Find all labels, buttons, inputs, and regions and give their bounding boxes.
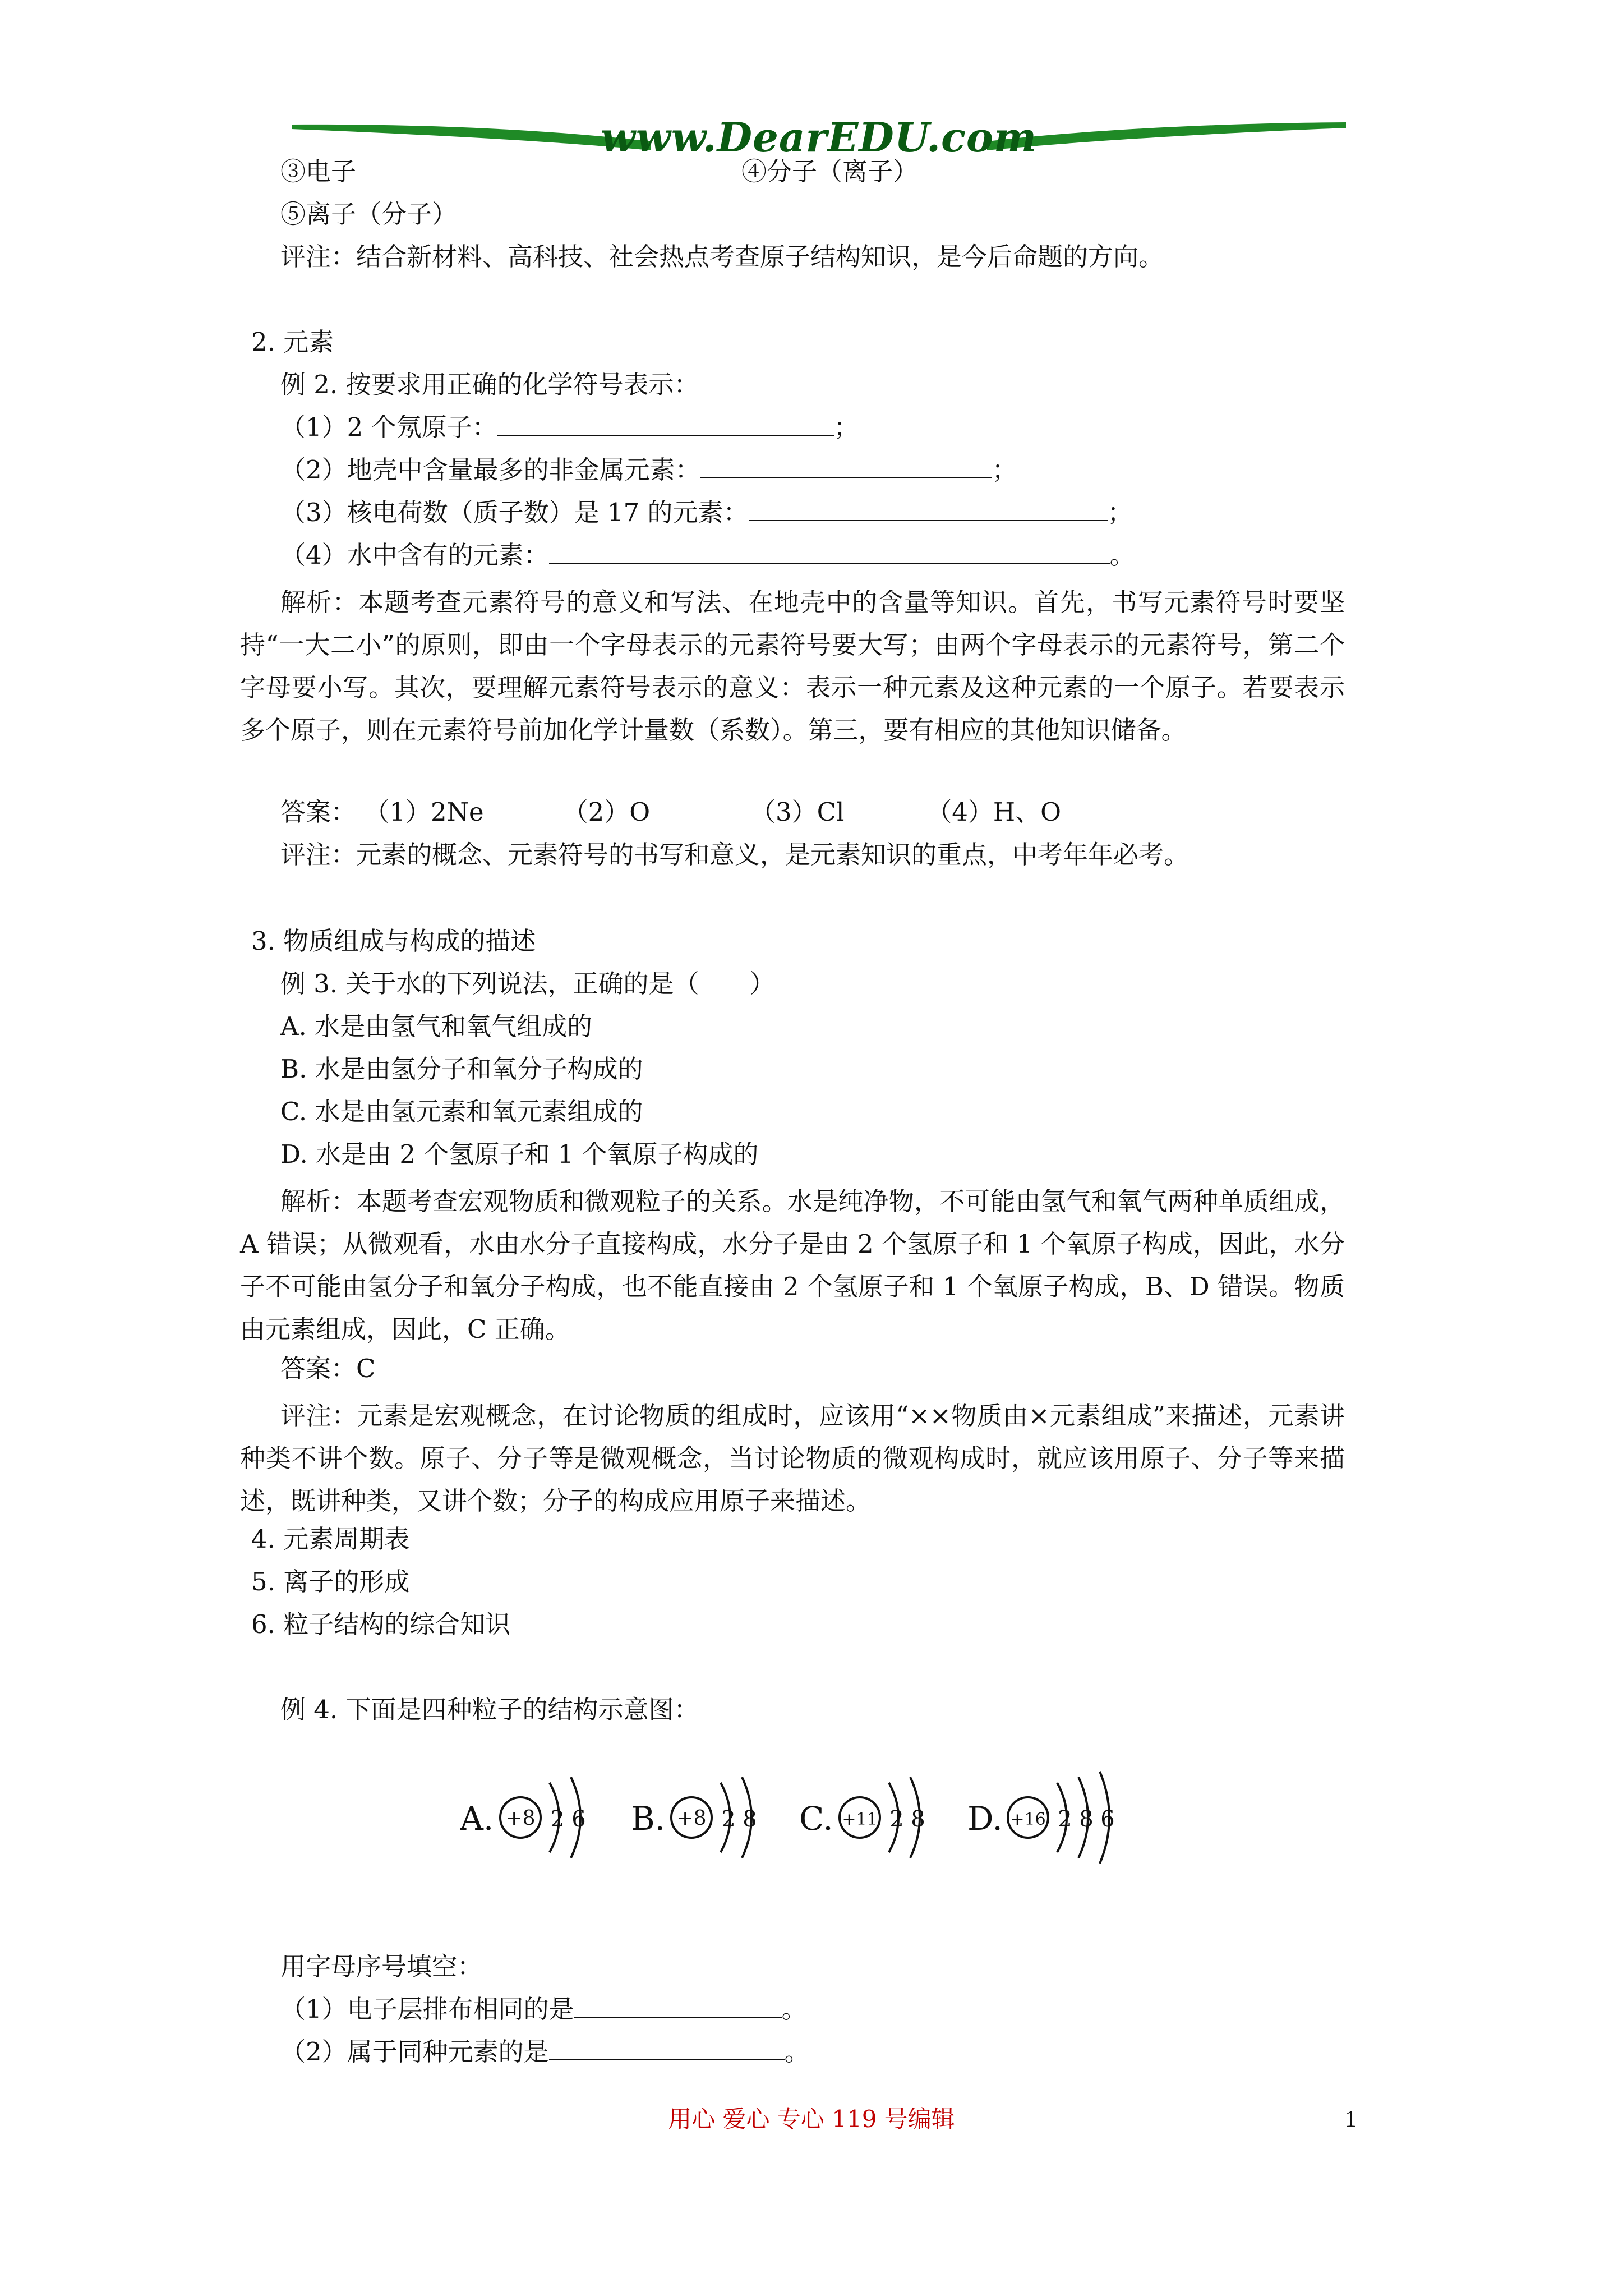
particle-label: B. bbox=[631, 1800, 666, 1838]
option-a: A. 水是由氢气和氧气组成的 bbox=[280, 1011, 593, 1041]
answer-3: 答案：C bbox=[280, 1354, 376, 1383]
shell-electron-count: 2 bbox=[550, 1806, 565, 1832]
shell-electron-count: 8 bbox=[911, 1806, 925, 1832]
section-3-title: 3. 物质组成与构成的描述 bbox=[251, 926, 536, 956]
nucleus-charge: +8 bbox=[505, 1807, 536, 1830]
particle-c bbox=[799, 1777, 925, 1858]
answer-blank[interactable] bbox=[700, 455, 992, 478]
fill-prompt: 用字母序号填空： bbox=[280, 1952, 483, 1981]
option-3: ③电子 bbox=[280, 157, 357, 186]
question-2-2: （2）地壳中含量最多的非金属元素： ； bbox=[280, 455, 1017, 485]
analysis-3: 解析：本题考查宏观物质和微观粒子的关系。水是纯净物，不可能由氢气和氧气两种单质组成，A 错误；从微观看，水由水分子直接构成，水分子是由 2 个氢原子和 1 个氧原子构成，因此，水分子不可能由氢分子和氧分子构成，也不能直接由 2 个氢原子和 1 个氧原子构成，B、D 错误。物质由元素组成，因此，C 正确。 bbox=[240, 1186, 1345, 1344]
answer-blank[interactable] bbox=[549, 540, 1110, 564]
example-2: 例 2. 按要求用正确的化学符号表示： bbox=[280, 370, 699, 399]
shell-electron-count: 6 bbox=[571, 1806, 586, 1832]
particle-label: D. bbox=[967, 1800, 1003, 1838]
option-5: ⑤离子（分子） bbox=[280, 199, 458, 229]
particle-structure-diagram bbox=[460, 1767, 1166, 1868]
shell-electron-count: 2 bbox=[1058, 1806, 1072, 1832]
shell-electron-count: 6 bbox=[1100, 1806, 1115, 1832]
footer-text: 用心 爱心 专心 119 号编辑 bbox=[668, 2105, 955, 2133]
answer-2: 答案： （1）2Ne （2）O （3）Cl （4）H、O bbox=[280, 797, 1062, 827]
shell-electron-count: 2 bbox=[889, 1806, 904, 1832]
example-4: 例 4. 下面是四种粒子的结构示意图： bbox=[280, 1695, 699, 1724]
answer-blank[interactable] bbox=[574, 1994, 782, 2018]
particle-label: C. bbox=[799, 1800, 833, 1838]
particle-label: A. bbox=[460, 1800, 494, 1838]
example-3: 例 3. 关于水的下列说法，正确的是（ ） bbox=[280, 969, 775, 999]
answer-blank[interactable] bbox=[497, 412, 834, 436]
section-6-title: 6. 粒子结构的综合知识 bbox=[251, 1609, 511, 1639]
question-2-4: （4）水中含有的元素： 。 bbox=[280, 540, 1135, 570]
comment-2: 评注：元素的概念、元素符号的书写和意义，是元素知识的重点，中考年年必考。 bbox=[280, 840, 1189, 869]
question-2-1: （1）2 个氖原子： ； bbox=[280, 412, 859, 442]
analysis-2: 解析：本题考查元素符号的意义和写法、在地壳中的含量等知识。首先，书写元素符号时要坚持“一大二小”的原则，即由一个字母表示的元素符号要大写；由两个字母表示的元素符号，第二个字母要小写。其次，要理解元素符号表示的意义：表示一种元素及这种元素的一个原子。若要表示多个原子，则在元素符号前加化学计量数（系数）。第三，要有相应的其他知识储备。 bbox=[240, 587, 1345, 745]
option-c: C. 水是由氢元素和氧元素组成的 bbox=[280, 1097, 643, 1126]
option-d: D. 水是由 2 个氢原子和 1 个氧原子构成的 bbox=[280, 1139, 759, 1169]
nucleus-charge: +11 bbox=[842, 1810, 878, 1829]
option-b: B. 水是由氢分子和氧分子构成的 bbox=[280, 1054, 643, 1084]
comment-3: 评注：元素是宏观概念，在讨论物质的组成时，应该用“××物质由×元素组成”来描述，元素讲种类不讲个数。原子、分子等是微观概念，当讨论物质的微观构成时，就应该用原子、分子等来描述，既讲种类，又讲个数；分子的构成应用原子来描述。 bbox=[240, 1401, 1345, 1516]
question-4-2: （2）属于同种元素的是 。 bbox=[280, 2037, 810, 2067]
page-number: 1 bbox=[1345, 2106, 1357, 2132]
particle-a bbox=[460, 1777, 586, 1858]
section-5-title: 5. 离子的形成 bbox=[251, 1567, 410, 1596]
answer-blank[interactable] bbox=[549, 2037, 785, 2060]
nucleus-charge: +16 bbox=[1010, 1810, 1046, 1829]
question-4-1: （1）电子层排布相同的是 。 bbox=[280, 1994, 807, 2024]
question-2-3: （3）核电荷数（质子数）是 17 的元素： ； bbox=[280, 498, 1133, 527]
logo-text: www.DearEDU.com bbox=[600, 113, 1038, 161]
nucleus-charge: +8 bbox=[676, 1807, 707, 1830]
option-4: ④分子（离子） bbox=[741, 157, 919, 186]
section-2-title: 2. 元素 bbox=[251, 327, 334, 357]
particle-b bbox=[631, 1777, 757, 1858]
shell-electron-count: 8 bbox=[743, 1806, 757, 1832]
shell-electron-count: 8 bbox=[1079, 1806, 1094, 1832]
particle-d bbox=[967, 1772, 1115, 1864]
shell-electron-count: 2 bbox=[721, 1806, 736, 1832]
answer-blank[interactable] bbox=[749, 498, 1108, 521]
section-4-title: 4. 元素周期表 bbox=[251, 1524, 410, 1554]
comment-1: 评注：结合新材料、高科技、社会热点考查原子结构知识，是今后命题的方向。 bbox=[280, 242, 1164, 272]
